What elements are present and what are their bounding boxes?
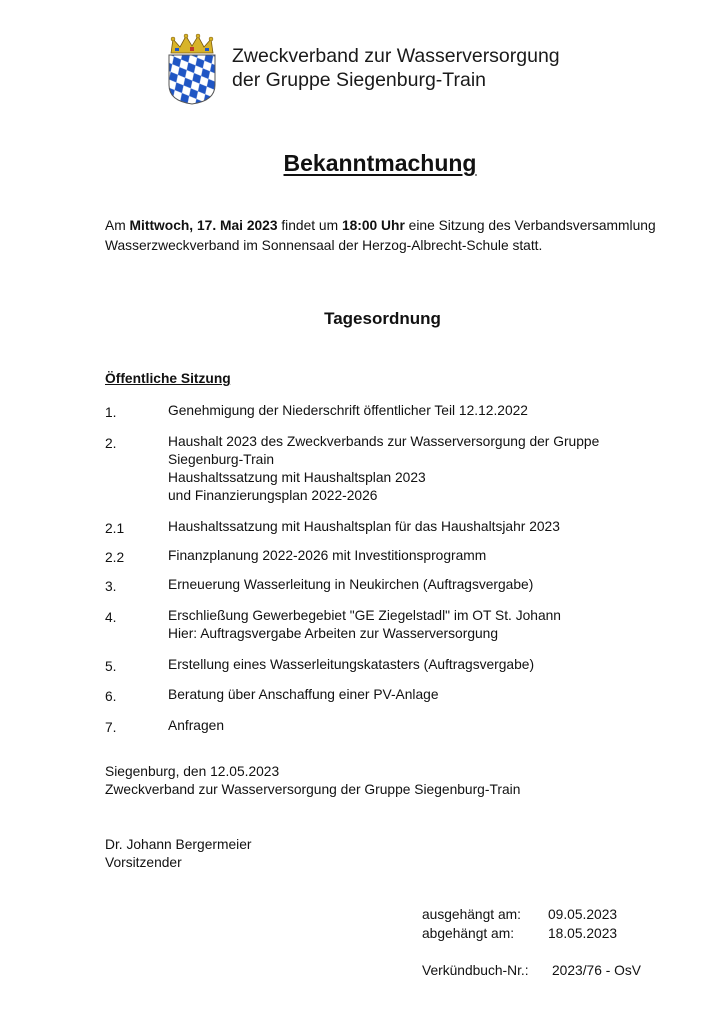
- register-label: Verkündbuch-Nr.:: [422, 963, 529, 978]
- agenda-item-number: 5.: [105, 659, 117, 674]
- organization-header: [232, 44, 560, 92]
- agenda-item-text: Haushaltssatzung mit Haushaltsplan 2023: [168, 470, 426, 485]
- removed-date: 18.05.2023: [548, 926, 618, 941]
- removed-label: abgehängt am:: [422, 926, 515, 941]
- chair-block: [105, 836, 251, 872]
- register-number: 2023/76 - OsV: [552, 963, 641, 978]
- agenda-item-number: 2.2: [105, 550, 125, 565]
- meeting-date: Mittwoch, 17. Mai 2023: [129, 218, 278, 233]
- intro-paragraph: [105, 216, 665, 256]
- agenda-item-text: Haushaltssatzung mit Haushaltsplan für das Haushaltsjahr 2023: [168, 519, 560, 534]
- coat-of-arms-logo: [167, 33, 217, 105]
- agenda-item-text: Erneuerung Wasserleitung in Neukirchen (Auftragsvergabe): [168, 577, 534, 592]
- agenda-item-number: 7.: [105, 720, 117, 735]
- signature-block: [105, 763, 520, 799]
- agenda-item-number: 1.: [105, 405, 117, 420]
- org-line-2: der Gruppe Siegenburg-Train: [232, 69, 487, 91]
- place-date: Siegenburg, den 12.05.2023: [105, 764, 280, 779]
- agenda-item-text: Haushalt 2023 des Zweckverbands zur Wasserversorgung der Gruppe: [168, 434, 600, 449]
- chair-name: Dr. Johann Bergermeier: [105, 837, 252, 852]
- agenda-item-text: Erstellung eines Wasserleitungskatasters (Auftragsvergabe): [168, 657, 535, 672]
- meeting-time: 18:00 Uhr: [341, 218, 405, 233]
- signature-org: Zweckverband zur Wasserversorgung der Gruppe Siegenburg-Train: [105, 782, 521, 797]
- agenda-item-text: Erschließung Gewerbegebiet "GE Ziegelstadl" im OT St. Johann: [168, 608, 561, 623]
- agenda-item-text: Siegenburg-Train: [168, 452, 275, 467]
- agenda-item-text: Beratung über Anschaffung einer PV-Anlage: [168, 687, 439, 702]
- agenda-item-text: und Finanzierungsplan 2022-2026: [168, 488, 378, 503]
- intro-text-2: findet um: [277, 218, 342, 233]
- posted-label: ausgehängt am:: [422, 907, 521, 922]
- agenda-heading: Tagesordnung: [324, 309, 441, 328]
- agenda-item-number: 6.: [105, 689, 117, 704]
- section-heading: Öffentliche Sitzung: [105, 371, 231, 386]
- org-line-1: Zweckverband zur Wasserversorgung: [232, 45, 560, 67]
- agenda-item-number: 3.: [105, 579, 117, 594]
- document-title: Bekanntmachung: [283, 150, 477, 176]
- agenda-item-text: Genehmigung der Niederschrift öffentlicher Teil 12.12.2022: [168, 403, 528, 418]
- agenda-item-number: 4.: [105, 610, 117, 625]
- agenda-item-number: 2.1: [105, 521, 125, 536]
- agenda-item-text: Hier: Auftragsvergabe Arbeiten zur Wasserversorgung: [168, 626, 499, 641]
- agenda-item-number: 2.: [105, 436, 117, 451]
- agenda-item-text: Anfragen: [168, 718, 224, 733]
- intro-text-3: eine Sitzung des Verbandsversammlung Wasserzweckverband im Sonnensaal der Herzog-Albrecht-Schule statt.: [105, 218, 656, 253]
- intro-text-1: Am: [105, 218, 130, 233]
- agenda-item-text: Finanzplanung 2022-2026 mit Investitionsprogramm: [168, 548, 487, 563]
- chair-role: Vorsitzender: [105, 855, 182, 870]
- posted-date: 09.05.2023: [548, 907, 618, 922]
